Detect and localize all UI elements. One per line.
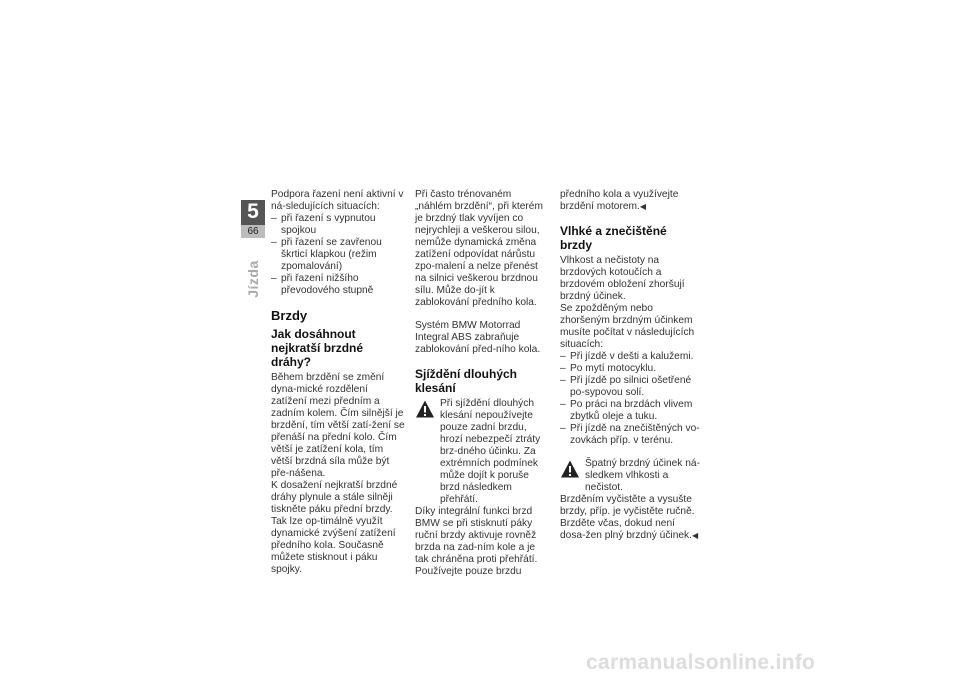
section-heading-brakes: Brzdy bbox=[271, 308, 308, 323]
end-mark-icon: ◀ bbox=[639, 202, 646, 211]
watermark: carmanualsonline.info bbox=[586, 651, 816, 674]
paragraph bbox=[560, 189, 700, 213]
list-item: – při řazení nižšího převodového stupně bbox=[271, 273, 406, 297]
list-item: – Při jízdě v dešti a kalužemi. bbox=[560, 351, 700, 363]
warning-triangle-icon bbox=[560, 459, 580, 479]
list-item: – Po mytí motocyklu. bbox=[560, 363, 700, 375]
list-item: – Při jízdě po silnici ošetřené po-sypovou solí. bbox=[560, 375, 700, 399]
chapter-marker bbox=[241, 200, 265, 238]
list-item: – Při jízdě na znečištěných vo-zovkách příp. v terénu. bbox=[560, 423, 700, 447]
warning-block bbox=[560, 458, 700, 494]
text-column-2 bbox=[415, 189, 550, 578]
end-mark-icon: ◀ bbox=[691, 531, 699, 540]
paragraph: Díky integrální funkci brzd BMW se při stisknutí páky ruční brzdy aktivuje rovněž brzda na zad-ním kole a je tak chráněna proti přehřátí. Používejte pouze brzdu bbox=[415, 506, 538, 577]
chapter-number: 5 bbox=[247, 200, 259, 223]
warning-text: Špatný brzdný účinek ná-sledkem vlhkosti a nečistot. bbox=[585, 458, 700, 493]
wet-brake-situations-list bbox=[560, 351, 700, 447]
list-item: – Po práci na brzdách vlivem zbytků oleje a tuku. bbox=[560, 399, 700, 423]
support-intro: Podpora řazení není aktivní v ná-sledujících situacích: bbox=[271, 189, 404, 212]
section-label-text: Jízda bbox=[244, 260, 261, 298]
list-item: – při řazení s vypnutou spojkou bbox=[271, 213, 406, 237]
paragraph bbox=[560, 494, 700, 542]
warning-triangle-icon bbox=[415, 399, 435, 419]
warning-block bbox=[415, 398, 550, 506]
paragraph: Během brzdění se změní dyna-mické rozdělení zatížení mezi předním a zadním kolem. Čím silnější je brzdění, tím větší zatí-žení se přenáší na přední kolo. Čím větší je zatížení kola, tím větší brzdná síla může být pře-nášena. bbox=[271, 372, 405, 479]
paragraph: Při často trénovaném „náhlém brzdění“, při kterém je brzdný tlak vyvíjen co nejrychleji a veškerou silou, nemůže dynamická změna zatížení odpovídat nárůstu zpo-malení a nelze přenést na silnici veškerou brzdnou sílu. Může do-jít k zablokování předního kola. bbox=[415, 189, 543, 308]
support-situations-list bbox=[271, 213, 406, 297]
text-column-1 bbox=[271, 189, 406, 576]
warning-text: Při sjíždění dlouhých klesání nepoužívejte pouze zadní brzdu, hrozí nebezpečí ztráty brz-dného účinku. Za extrémních podmínek může dojít k poruše brzd následkem přehřátí. bbox=[440, 398, 541, 505]
page-number: 66 bbox=[241, 225, 265, 238]
subheading-long-descents: Sjíždění dlouhých klesání bbox=[415, 367, 518, 395]
text-column-3 bbox=[560, 189, 700, 542]
section-side-label bbox=[231, 246, 275, 312]
list-item: – při řazení se zavřenou škrticí klapkou (režim zpomalování) bbox=[271, 237, 406, 273]
paragraph: K dosažení nejkratší brzdné dráhy plynule a stále silněji tiskněte páku přední brzdy. Tak lze op-timálně využít dynamické zvýšení zatížení předního kola. Současně můžete stisknout i páku spojky. bbox=[271, 480, 398, 575]
subheading-shortest-stopping: Jak dosáhnout nejkratší brzdné dráhy? bbox=[271, 327, 364, 369]
subheading-wet-brakes: Vlhké a znečištěné brzdy bbox=[560, 224, 667, 252]
paragraph-text: předního kola a využívejte brzdění motorem. bbox=[560, 189, 679, 212]
paragraph: Se zpožděným nebo zhoršeným brzdným účinkem musíte počítat v následujících situacích: bbox=[560, 303, 695, 350]
paragraph: Vlhkost a nečistoty na brzdových kotoučích a brzdovém obložení zhoršují brzdný účinek. bbox=[560, 255, 685, 302]
paragraph: Systém BMW Motorrad Integral ABS zabraňuje zablokování před-ního kola. bbox=[415, 320, 541, 355]
paragraph-text: Brzděním vyčistěte a vysušte brzdy, příp. je vyčistěte ručně. Brzděte včas, dokud není dosa-žen plný brzdný účinek. bbox=[560, 494, 695, 541]
